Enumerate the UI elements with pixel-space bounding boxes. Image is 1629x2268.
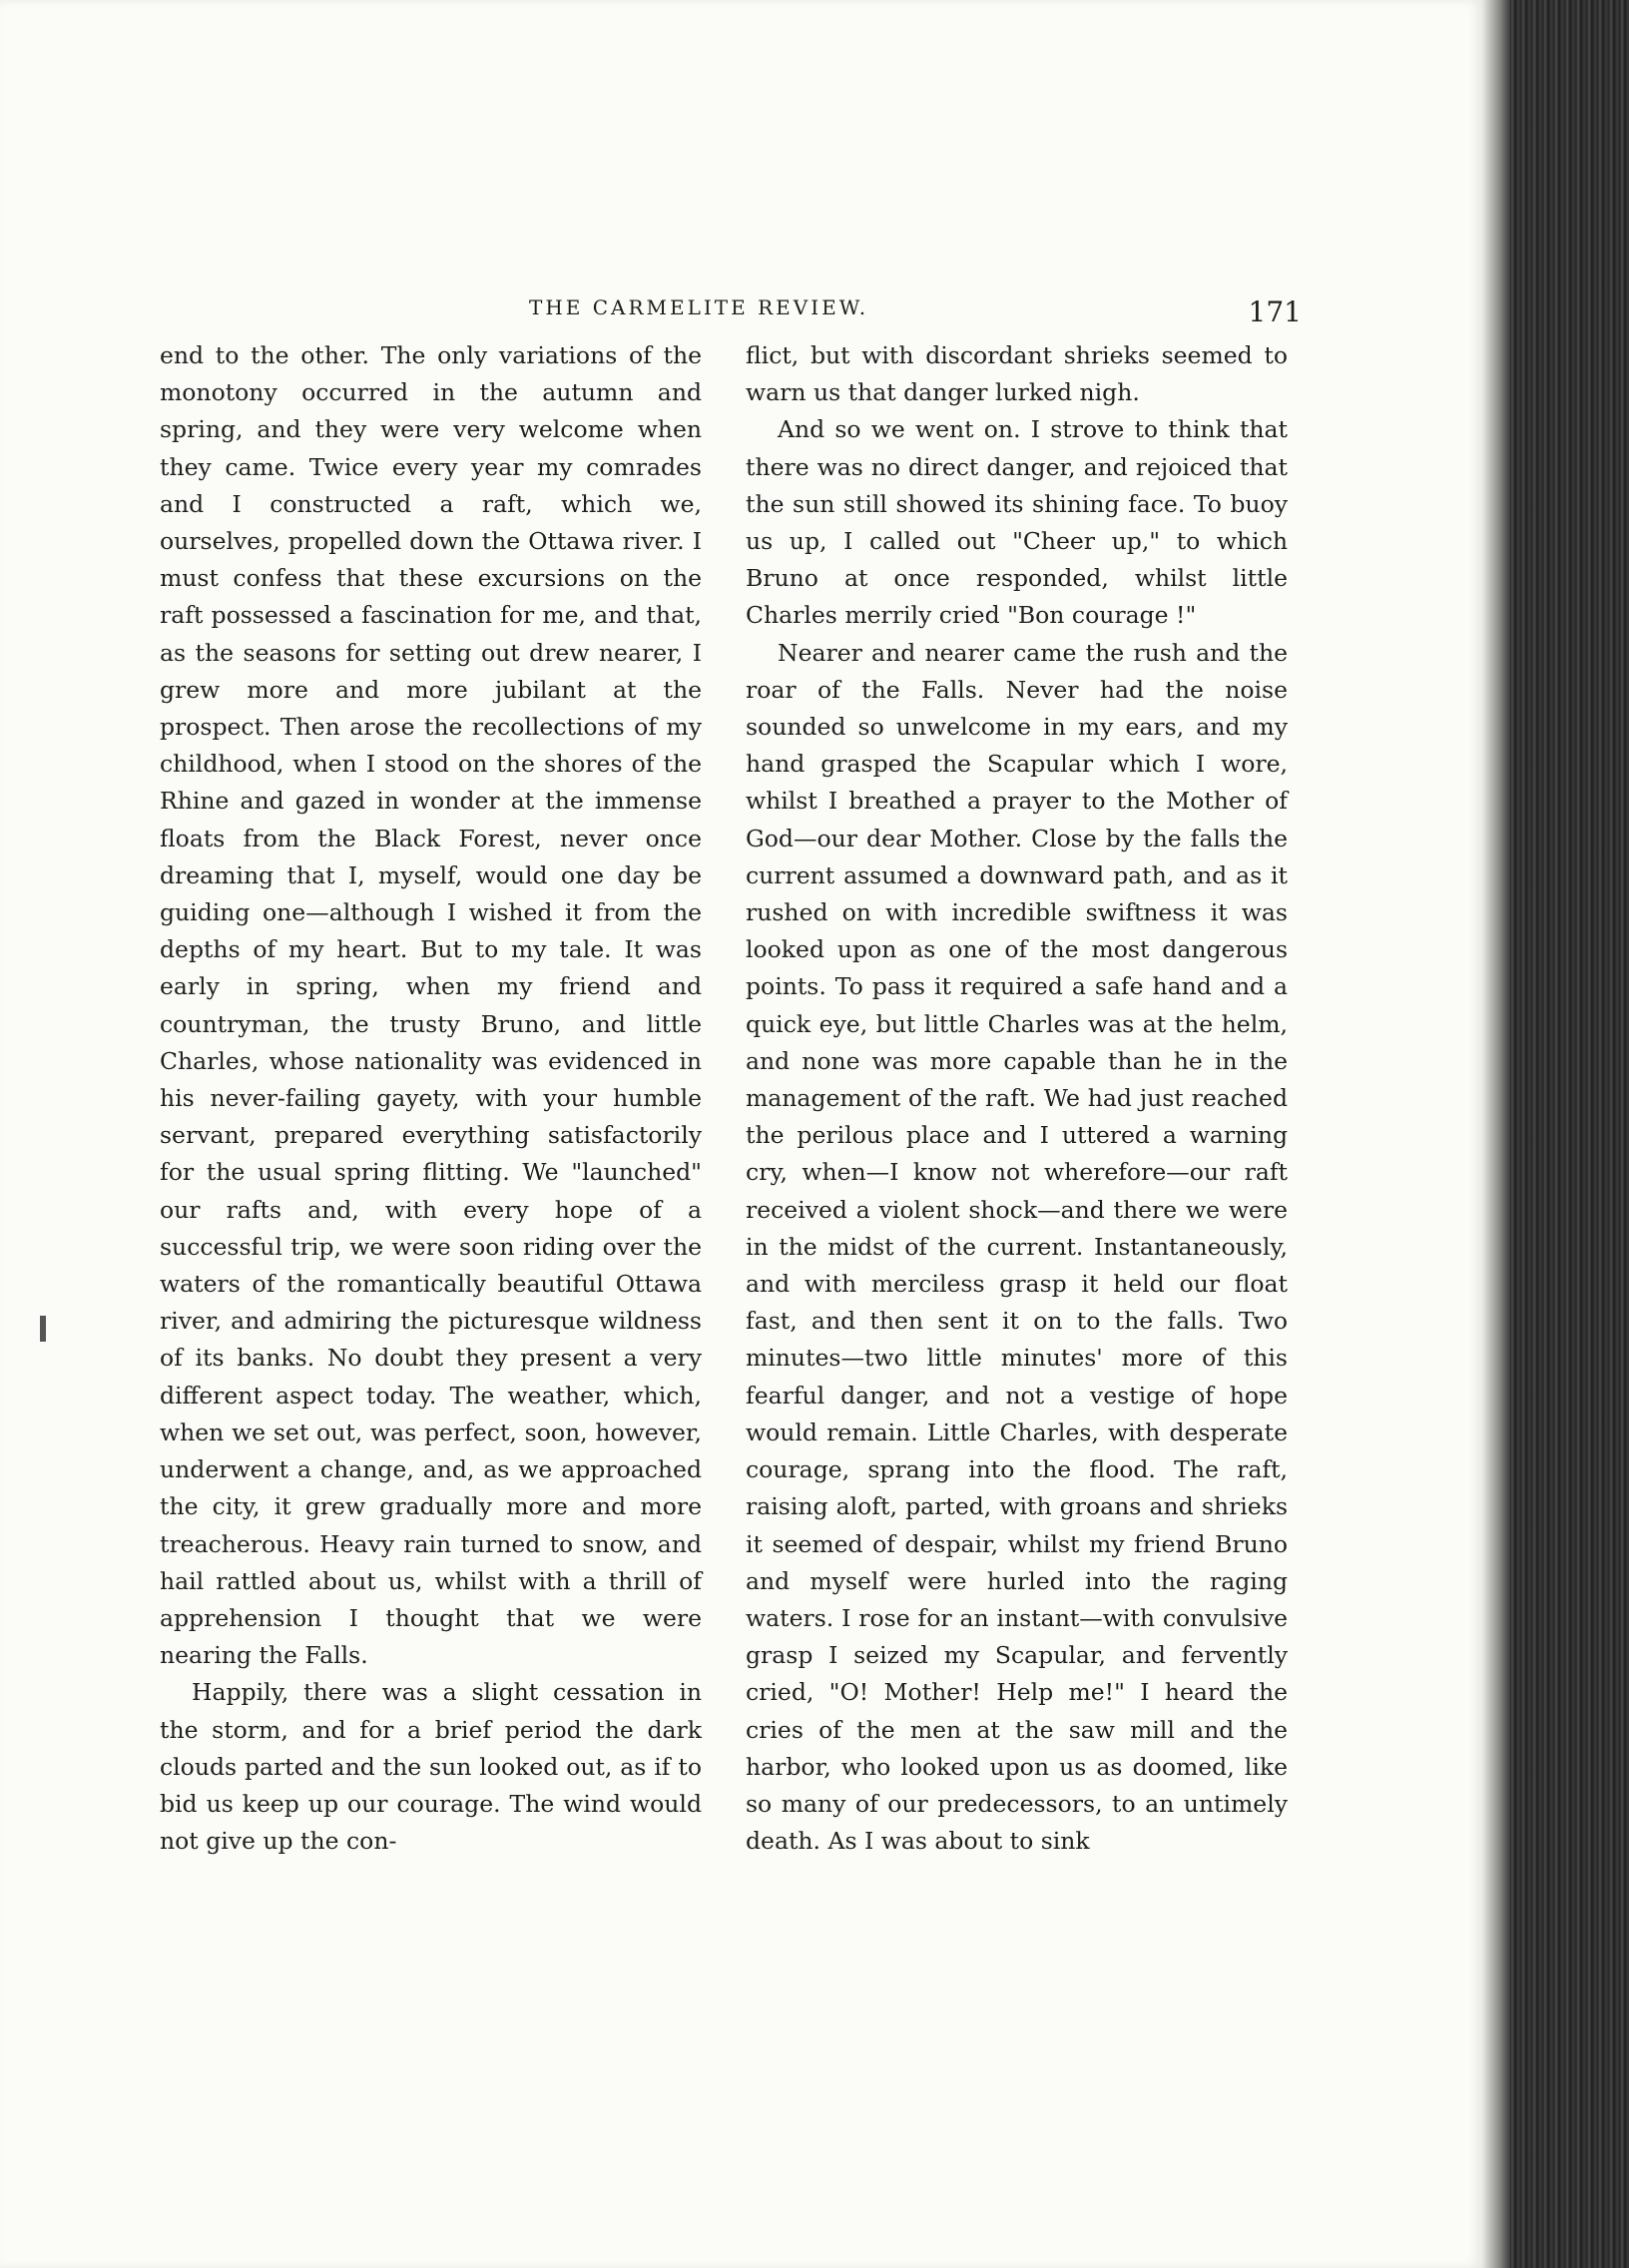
paragraph: flict, but with discordant shrieks seemed to warn us that danger lurked nigh. — [746, 341, 1288, 407]
running-title: THE CARMELITE REVIEW. — [529, 295, 869, 319]
book-page-edges — [1482, 0, 1629, 2268]
binding-mark — [40, 1316, 46, 1342]
paragraph: Happily, there was a slight cessation in the storm, and for a brief period the dark clouds parted and the sun looked out, as if to bid us keep up our courage. The wind would not give up the con- — [160, 1678, 702, 1856]
page-header — [166, 295, 1302, 335]
right-column — [746, 337, 1288, 1860]
paragraph: Nearer and nearer came the rush and the roar of the Falls. Never had the noise sounded so unwelcome in my ears, and my hand grasped the Scapular which I wore, whilst I breathed a prayer to the Mother of God—our dear Mother. Close by the falls the current assumed a downward path, and as it rushed on with incredible swiftness it was looked upon as one of the most dangerous points. To pass it required a safe hand and a quick eye, but little Charles was at the helm, and none was more capable than he in the management of the raft. We had just reached the perilous place and I uttered a warning cry, when—I know not wherefore—our raft received a violent shock—and there we were in the midst of the current. Instantaneously, and with merciless grasp it held our float fast, and then sent it on to the falls. Two minutes—two little minutes' more of this fearful danger, and not a vestige of hope would remain. Little Charles, with desperate courage, sprang into the flood. The raft, raising aloft, parted, with groans and shrieks it seemed of despair, whilst my friend Bruno and myself were hurled into the raging waters. I rose for an instant—with convulsive grasp I seized my Scapular, and fervently cried, "O! Mother! Help me!" I heard the cries of the men at the saw mill and the harbor, who looked upon us as doomed, like so many of our predecessors, to an untimely death. As I was about to sink — [746, 638, 1288, 1856]
page-number: 171 — [1248, 295, 1302, 328]
paragraph: end to the other. The only variations of the monotony occurred in the autumn and spring, and they were very welcome when they came. Twice every year my comrades and I constructed a raft, which we, ourselves, propelled down the Ottawa river. I must confess that these excursions on the raft possessed a fascination for me, and that, as the seasons for setting out drew nearer, I grew more and more jubilant at the prospect. Then arose the recollections of my childhood, when I stood on the shores of the Rhine and gazed in wonder at the immense floats from the Black Forest, never once dreaming that I, myself, would one day be guiding one—although I wished it from the depths of my heart. But to my tale. It was early in spring, when my friend and countryman, the trusty Bruno, and little Charles, whose nationality was evidenced in his never-failing gayety, with your humble servant, prepared everything satisfactorily for the usual spring flitting. We "launched" our rafts and, with every hope of a successful trip, we were soon riding over the waters of the romantically beautiful Ottawa river, and admiring the picturesque wildness of its banks. No doubt they present a very different aspect today. The weather, which, when we set out, was perfect, soon, however, underwent a change, and, as we approached the city, it grew gradually more and more treacherous. Heavy rain turned to snow, and hail rattled about us, whilst with a thrill of apprehension I thought that we were nearing the Falls. — [160, 341, 702, 1670]
paragraph: And so we went on. I strove to think that there was no direct danger, and rejoiced that the sun still showed its shining face. To buoy us up, I called out "Cheer up," to which Bruno at once responded, whilst little Charles merrily cried "Bon courage !" — [746, 415, 1288, 630]
left-column — [160, 337, 702, 1860]
